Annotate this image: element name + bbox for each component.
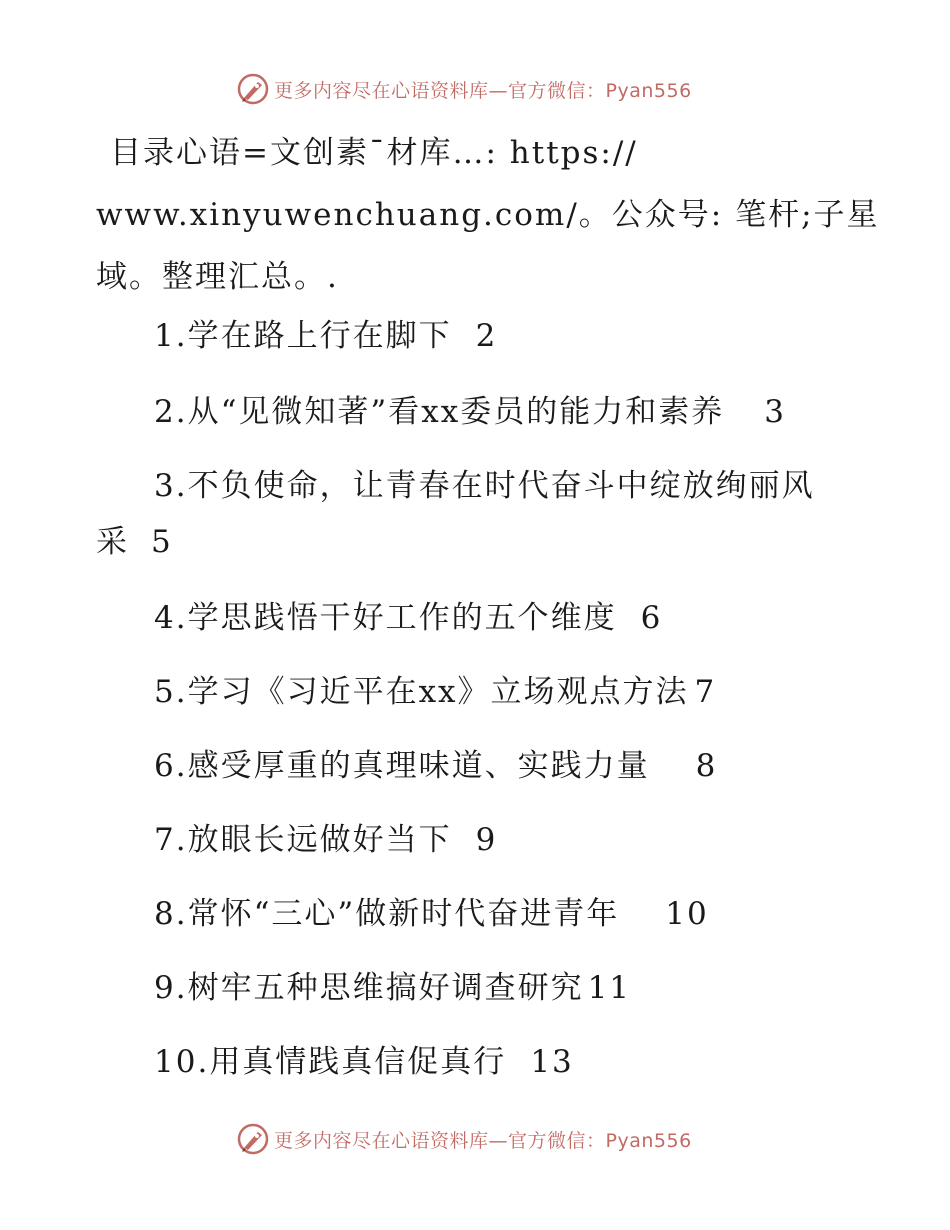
toc-item-3[interactable]: 3.不负使命，让青春在时代奋斗中绽放绚丽风 — [154, 468, 815, 504]
toc-item-10[interactable]: 10.用真情践真信促真行 13 — [154, 1044, 574, 1080]
toc-item-2[interactable]: 2.从“见微知著”看xx委员的能力和素养 3 — [154, 394, 786, 430]
toc-item-1[interactable]: 1.学在路上行在脚下 2 — [154, 318, 498, 354]
intro-line-3: 域。整理汇总。. — [96, 259, 339, 295]
watermark-text: 更多内容尽在心语资料库—官方微信：Pyan556 — [274, 1129, 692, 1152]
toc-item-8[interactable]: 8.常怀“三心”做新时代奋进青年 10 — [154, 896, 709, 932]
intro-line-2: www.xinyuwenchuang.com/。公众号: 笔杆;子星 — [96, 197, 880, 233]
toc-item-7[interactable]: 7.放眼长远做好当下 9 — [154, 822, 498, 858]
pen-logo-icon — [236, 1122, 270, 1156]
toc-item-9[interactable]: 9.树牢五种思维搞好调查研究 11 — [154, 970, 632, 1006]
intro-line-1: 目录心语=文创素¯材库…: https:// — [110, 135, 638, 171]
footer-watermark — [236, 1122, 692, 1156]
watermark-text: 更多内容尽在心语资料库—官方微信：Pyan556 — [274, 79, 692, 102]
toc-item-3-continuation: 采 5 — [96, 524, 173, 560]
pen-logo-icon — [236, 72, 270, 106]
header-watermark — [236, 72, 692, 106]
intro-paragraph — [96, 122, 880, 308]
toc-item-5[interactable]: 5.学习《习近平在xx》立场观点方法 7 — [154, 674, 717, 710]
toc-item-4[interactable]: 4.学思践悟干好工作的五个维度 6 — [154, 600, 663, 636]
toc-item-6[interactable]: 6.感受厚重的真理味道、实践力量 8 — [154, 748, 718, 784]
